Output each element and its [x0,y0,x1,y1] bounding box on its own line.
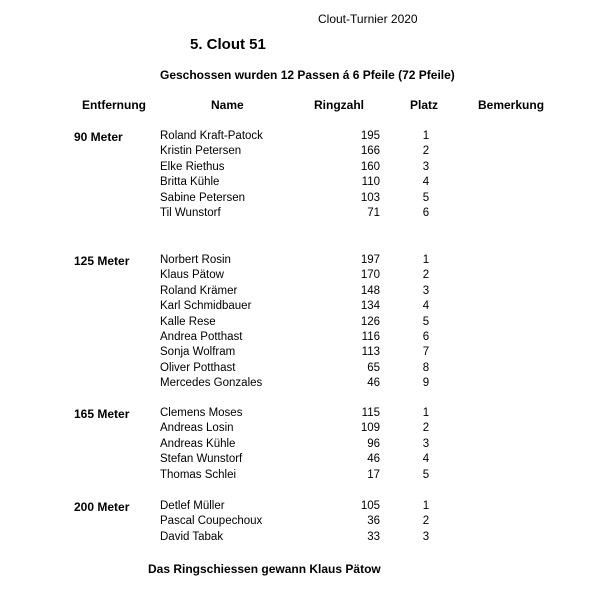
document-footer: Das Ringschiessen gewann Klaus Pätow [148,562,381,576]
place-value: 9 [422,377,430,390]
place-value: 8 [422,361,430,374]
score-value: 134 [360,300,380,313]
header-place: Platz [410,98,439,112]
place-value: 1 [422,254,430,266]
header-score: Ringzahl [314,98,364,112]
score-value: 33 [367,530,380,543]
archer-name: David Tabak [160,530,224,543]
place-value: 2 [422,515,430,528]
header-distance: Entfernung [82,98,146,112]
score-value: 116 [361,331,380,343]
place-value: 2 [422,145,430,158]
distance-label: 125 Meter [74,254,130,268]
header-name: Name [211,98,244,112]
score-value: 65 [367,361,380,374]
score-value: 115 [361,407,380,419]
document-top-title: Clout-Turnier 2020 [318,12,418,26]
place-value: 2 [422,422,430,435]
place-value: 7 [422,346,430,359]
archer-name: Roland Kraft-Patock [160,130,263,142]
archer-name: Stefan Wunstorf [160,453,243,466]
place-value: 3 [422,160,430,173]
place-value: 6 [422,207,430,219]
archer-name: Oliver Potthast [160,361,236,374]
archer-name: Andreas Losin [160,422,234,435]
archer-name: Detlef Müller [160,500,225,512]
score-value: 36 [367,515,380,528]
place-value: 1 [422,407,430,419]
place-value: 3 [422,530,430,543]
score-value: 46 [367,453,380,466]
score-value: 197 [360,254,380,266]
document-title: 5. Clout 51 [190,36,266,53]
place-value: 5 [422,191,430,204]
score-value: 195 [360,130,380,142]
place-value: 4 [422,176,430,189]
archer-name: Pascal Coupechoux [160,515,263,528]
archer-name: Norbert Rosin [160,254,231,266]
archer-name: Til Wunstorf [160,207,221,219]
score-value: 96 [367,437,380,450]
header-remark: Bemerkung [478,98,545,112]
place-value: 5 [422,468,430,481]
score-value: 170 [360,269,380,282]
score-value: 160 [360,160,380,173]
place-value: 4 [422,453,430,466]
place-value: 3 [422,284,430,297]
score-value: 113 [361,346,380,359]
score-value: 109 [360,422,380,435]
distance-label: 90 Meter [74,130,123,144]
archer-name: Britta Kühle [160,176,220,189]
archer-name: Andreas Kühle [160,437,236,450]
archer-name: Kristin Petersen [160,145,242,158]
place-value: 3 [422,437,430,450]
archer-name: Sonja Wolfram [160,346,236,359]
document-subtitle: Geschossen wurden 12 Passen á 6 Pfeile (72 Pfeile) [160,68,455,82]
archer-name: Klaus Pätow [160,269,224,282]
place-value: 1 [422,130,430,142]
score-value: 71 [367,207,380,219]
archer-name: Mercedes Gonzales [160,377,263,390]
place-value: 5 [422,315,430,328]
archer-name: Thomas Schlei [160,468,237,481]
archer-name: Elke Riethus [160,160,225,173]
archer-name: Roland Krämer [160,284,238,297]
score-value: 148 [360,284,380,297]
place-value: 1 [422,500,430,512]
distance-label: 165 Meter [74,407,130,421]
score-value: 126 [360,315,380,328]
archer-name: Sabine Petersen [160,191,246,204]
distance-label: 200 Meter [74,500,130,514]
score-value: 105 [360,500,380,512]
score-value: 110 [361,176,380,189]
score-value: 166 [360,145,380,158]
score-value: 46 [367,377,380,390]
score-value: 103 [360,191,380,204]
archer-name: Andrea Potthast [160,331,243,343]
place-value: 2 [422,269,430,282]
score-value: 17 [367,468,380,481]
place-value: 4 [422,300,430,313]
place-value: 6 [422,331,430,343]
archer-name: Kalle Rese [160,315,216,328]
archer-name: Clemens Moses [160,407,243,419]
archer-name: Karl Schmidbauer [160,300,252,313]
